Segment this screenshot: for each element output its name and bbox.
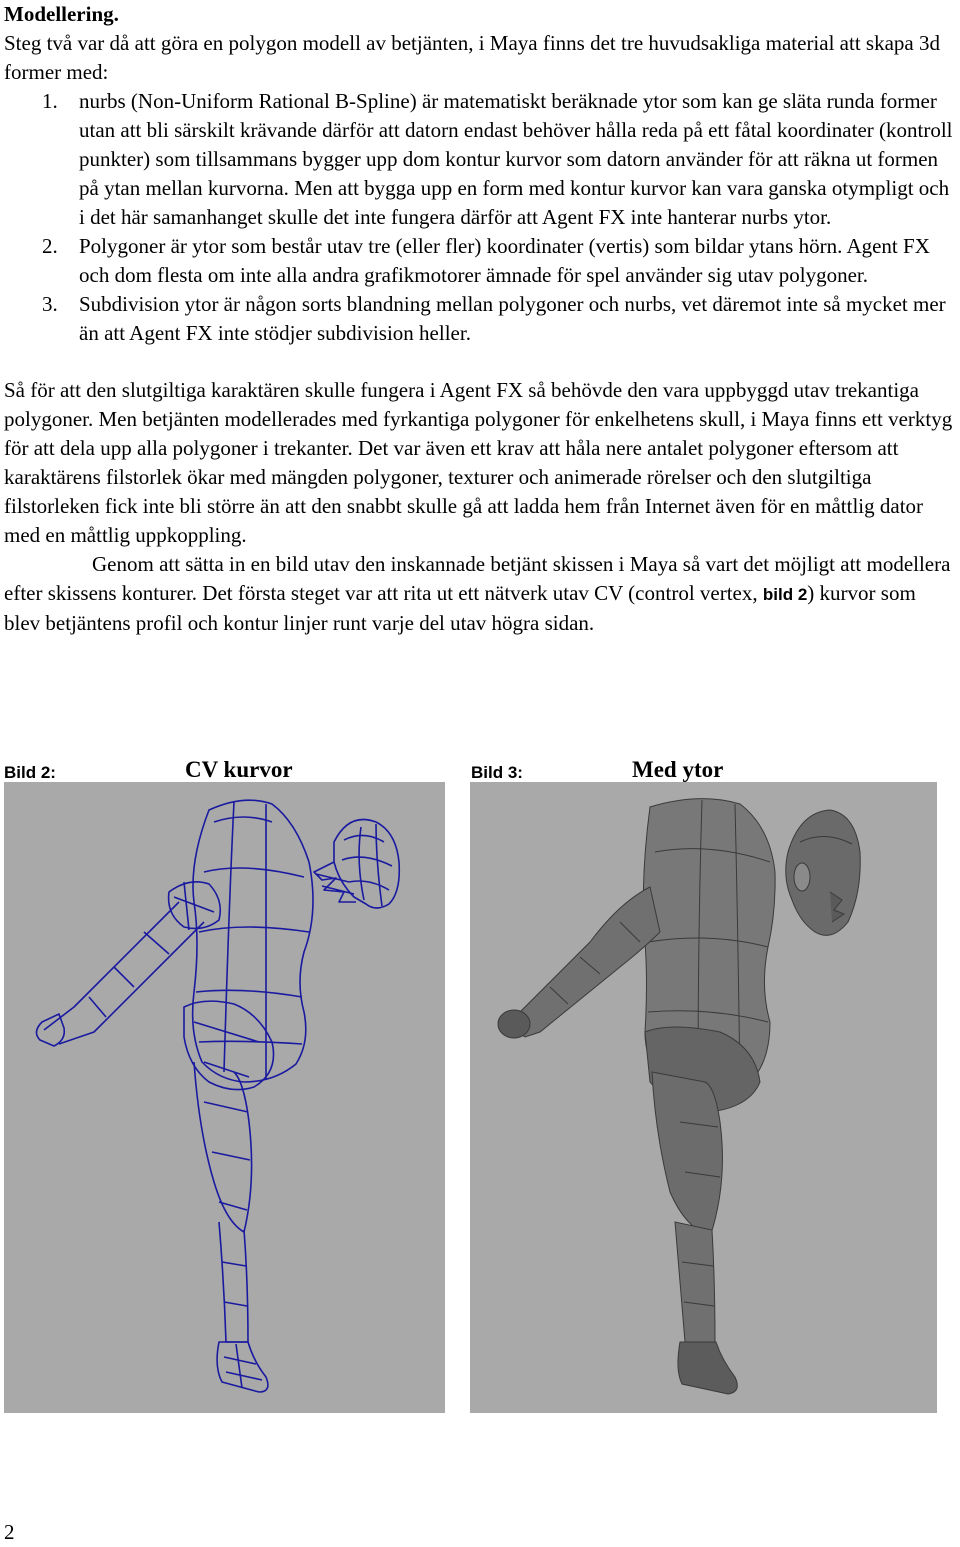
list-number: 3. — [42, 292, 58, 316]
figure-label-bild-3: Bild 3: — [471, 763, 523, 782]
list-item — [4, 87, 956, 232]
figure-title-med-ytor: Med ytor — [632, 757, 724, 782]
list-text: nurbs (Non-Uniform Rational B-Spline) är matematiskt beräknade ytor som kan ge släta runda former utan att bli särskilt krävande därför att datorn endast behöver hålla reda på ett fåtal koordinater (kontroll punkter) som tillsammans bygger upp dom kontur kurvor som datorn använder för att räkna ut formen på ytan mellan kurvorna. — [79, 89, 953, 200]
paragraph-text: Genom att sätta in en bild utav den inskannade betjänt skissen i Maya så vart det möjligt att modellera efter skissens konturer. Det första steget var att rita ut ett nätverk utav CV (control vertex, — [4, 552, 951, 605]
figure-captions — [0, 755, 960, 781]
list-text: Polygoner är ytor som består utav tre (eller fler) koordinater (vertis) som bildar ytans hörn. Agent FX och dom flesta om inte alla andra grafikmotorer ämnade för spel använder sig utav polygoner. — [79, 234, 930, 287]
wireframe-character-drawing — [4, 782, 445, 1413]
figure-reference: bild 2 — [762, 585, 808, 604]
list-number: 2. — [42, 234, 58, 258]
intro-paragraph: Steg två var då att göra en polygon modell av betjänten, i Maya finns det tre huvudsakliga material att skapa 3d former med: — [4, 31, 940, 84]
material-list — [4, 87, 956, 348]
shaded-figure-image — [470, 782, 937, 1413]
document-page — [4, 0, 956, 638]
list-text: Subdivision ytor är någon sorts blandning mellan polygoner och nurbs, vet däremot inte så mycket mer än att Agent FX inte stödjer subdivision heller. — [79, 292, 946, 345]
list-text-continued: Men att bygga upp en form med kontur kurvor kan vara ganska otympligt och i det här samanhanget skulle det inte fungera därför att Agent FX inte hanterar nurbs ytor. — [79, 176, 950, 229]
figure-title-cv-kurvor: CV kurvor — [185, 757, 293, 782]
wireframe-figure-image — [4, 782, 445, 1413]
list-item — [4, 232, 956, 290]
list-item — [4, 290, 956, 348]
shaded-character-drawing — [470, 782, 937, 1413]
figure-label-bild-2: Bild 2: — [4, 763, 56, 782]
body-paragraph-2 — [4, 550, 956, 638]
page-number: 2 — [4, 1520, 15, 1544]
paragraph-text-end: ) kurvor som blev betjäntens profil och kontur linjer runt varje del utav högra sidan. — [4, 581, 916, 635]
body-paragraph: Så för att den slutgiltiga karaktären skulle fungera i Agent FX så behövde den vara uppbyggd utav trekantiga polygoner. Men betjänten modellerades med fyrkantiga polygoner för enkelhetens skull, i Maya finns ett verktyg för att dela upp alla polygoner i trekanter. Det var även ett krav att håla nere antalet polygoner eftersom att karaktärens filstorlek ökar med mängden polygoner, texturer och animerade rörelser och den slutgiltiga filstorleken fick inte bli större än att den snabbt skulle gå att ladda hem från Internet även för en måttlig dator med en måttlig uppkoppling. — [4, 378, 953, 547]
list-number: 1. — [42, 89, 58, 113]
section-heading: Modellering. — [4, 2, 119, 26]
